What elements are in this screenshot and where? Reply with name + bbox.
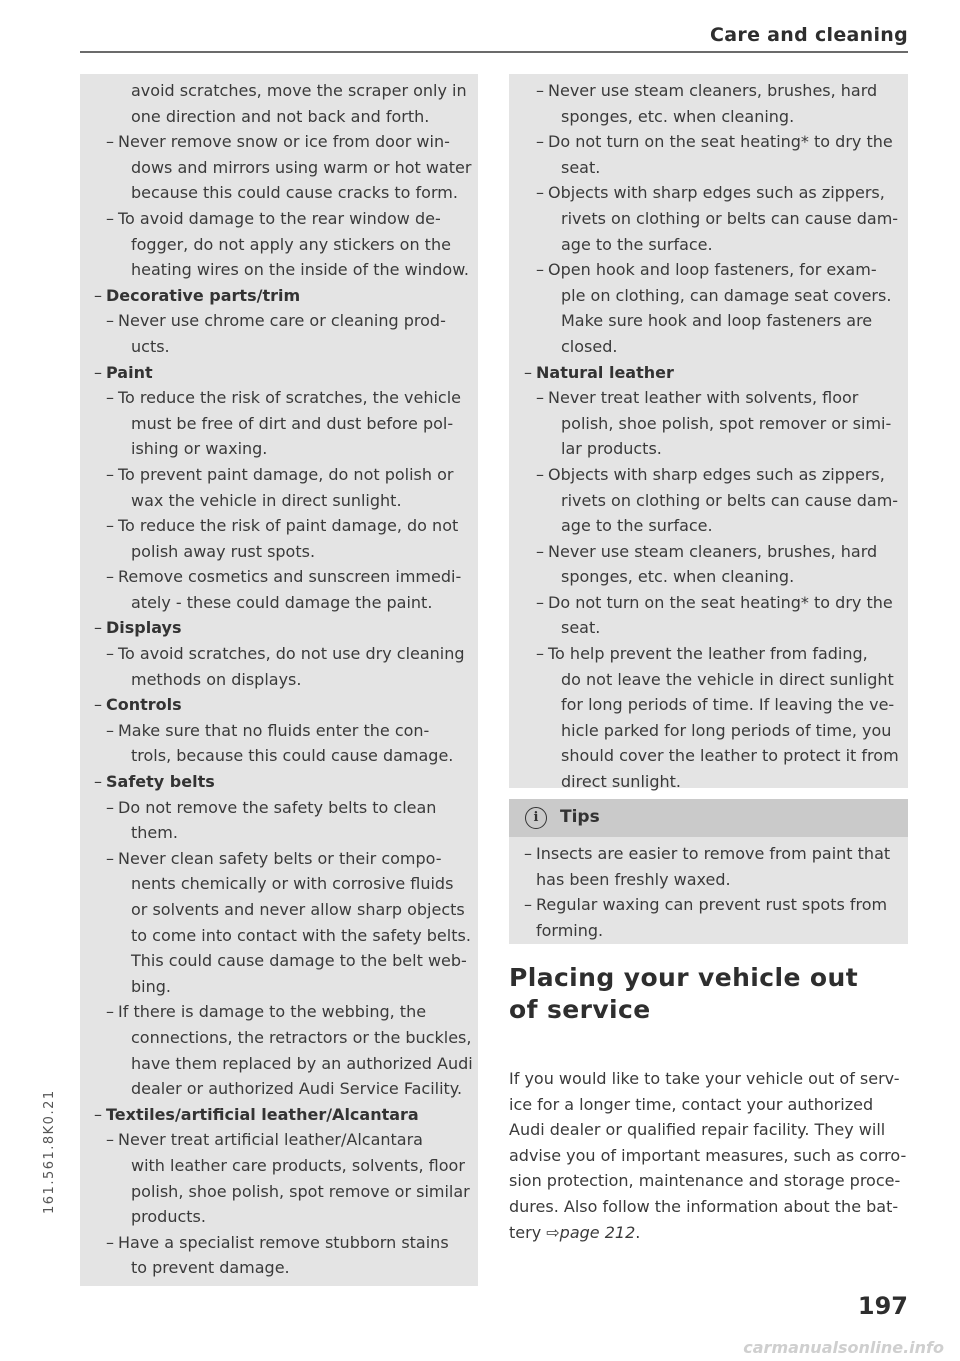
bullet-dash: –	[106, 388, 114, 408]
list-line	[94, 78, 474, 104]
line-text: ately - these could damage the paint.	[131, 592, 433, 612]
list-line	[524, 513, 904, 539]
list-line	[94, 1255, 474, 1281]
bullet-dash: –	[536, 81, 544, 100]
line-text: avoid scratches, move the scraper only in	[131, 81, 467, 100]
bullet-dash: –	[106, 1002, 114, 1022]
paragraph-line: ice for a longer time, contact your authorized	[509, 1094, 874, 1114]
list-line	[94, 667, 474, 693]
line-text: Never clean safety belts or their compo-	[118, 848, 442, 868]
bullet-dash: –	[536, 644, 544, 664]
list-line	[524, 436, 904, 462]
tips-list	[524, 841, 904, 943]
list-line	[94, 590, 474, 616]
list-line	[524, 308, 904, 334]
section-heading-line-1: Placing your vehicle out	[509, 963, 859, 992]
list-line	[524, 769, 904, 795]
line-text: Never use chrome care or cleaning prod-	[118, 311, 446, 331]
bullet-dash: –	[536, 260, 544, 280]
line-text: polish, shoe polish, spot remover or simi-	[561, 413, 892, 433]
list-line	[524, 667, 904, 693]
list-line	[524, 692, 904, 718]
list-line	[524, 539, 904, 565]
list-line	[524, 155, 904, 181]
line-text: with leather care products, solvents, floor	[131, 1155, 465, 1175]
right-column-panel	[509, 74, 908, 792]
list-line	[94, 743, 474, 769]
list-line	[524, 564, 904, 590]
list-line	[524, 743, 904, 769]
list-line	[94, 180, 474, 206]
line-text: one direction and not back and forth.	[131, 106, 430, 126]
list-line	[94, 1127, 474, 1153]
line-text: To avoid scratches, do not use dry cleaning	[118, 644, 465, 664]
line-text: Make sure hook and loop fasteners are	[561, 311, 873, 331]
list-line	[94, 641, 474, 667]
line-text: dealer or authorized Audi Service Facility.	[131, 1079, 463, 1099]
bullet-dash: –	[94, 618, 102, 638]
line-text: To help prevent the leather from fading,	[548, 644, 868, 664]
bullet-dash: –	[106, 567, 114, 587]
list-line	[94, 104, 474, 130]
bullet-dash: –	[536, 592, 544, 612]
section-title: Care and cleaning	[710, 24, 908, 46]
line-text: for long periods of time. If leaving the ve-	[561, 695, 895, 715]
line-text: Paint	[106, 362, 153, 382]
line-text: Displays	[106, 618, 182, 638]
list-line	[524, 78, 904, 104]
line-text: has been freshly waxed.	[536, 869, 731, 889]
list-line	[94, 1153, 474, 1179]
list-line	[524, 104, 904, 130]
list-line	[94, 411, 474, 437]
section-heading-line-2: of service	[509, 995, 651, 1024]
list-line	[524, 867, 904, 893]
line-text: lar products.	[561, 439, 662, 459]
list-line	[94, 488, 474, 514]
line-text: rivets on clothing or belts can cause dam-	[561, 208, 899, 228]
line-text: hicle parked for long periods of time, you	[561, 720, 892, 740]
bullet-dash: –	[94, 695, 102, 715]
line-text: Natural leather	[536, 362, 674, 382]
subheading	[524, 360, 904, 386]
bullet-dash: –	[106, 1130, 114, 1150]
line-text: trols, because this could cause damage.	[131, 746, 454, 766]
right-column-list	[524, 78, 904, 795]
line-text: ple on clothing, can damage seat covers.	[561, 285, 892, 305]
bullet-dash: –	[106, 1232, 114, 1252]
list-line	[94, 232, 474, 258]
info-icon: i	[525, 807, 547, 829]
line-text: direct sunlight.	[561, 772, 681, 792]
line-text: closed.	[561, 336, 618, 356]
list-line	[524, 232, 904, 258]
watermark: carmanualsonline.info	[743, 1338, 944, 1357]
paragraph-line: Audi dealer or qualified repair facility. They will	[509, 1120, 886, 1140]
list-line	[94, 871, 474, 897]
list-line	[524, 918, 904, 944]
list-line	[524, 257, 904, 283]
paragraph-line: dures. Also follow the information about the bat-	[509, 1196, 899, 1216]
list-line	[94, 897, 474, 923]
line-text: methods on displays.	[131, 669, 302, 689]
line-text: Objects with sharp edges such as zippers,	[548, 183, 885, 203]
line-text: Have a specialist remove stubborn stains	[118, 1232, 449, 1252]
bullet-dash: –	[536, 541, 544, 561]
left-column-panel	[80, 74, 478, 1286]
line-text: sponges, etc. when cleaning.	[561, 567, 795, 587]
list-line	[94, 564, 474, 590]
list-line	[94, 820, 474, 846]
line-text: sponges, etc. when cleaning.	[561, 106, 795, 126]
line-text: Never use steam cleaners, brushes, hard	[548, 541, 878, 561]
list-line	[94, 1051, 474, 1077]
list-line	[94, 462, 474, 488]
bullet-dash: –	[536, 132, 544, 152]
line-text: Never use steam cleaners, brushes, hard	[548, 81, 878, 100]
line-text: nents chemically or with corrosive fluids	[131, 874, 454, 894]
page-ref-arrow-icon: ⇨	[546, 1222, 560, 1242]
list-line	[524, 641, 904, 667]
list-line	[94, 334, 474, 360]
page-number: 197	[857, 1292, 908, 1320]
list-line	[94, 1076, 474, 1102]
bullet-dash: –	[106, 720, 114, 740]
bullet-dash: –	[94, 362, 102, 382]
subheading	[94, 1102, 474, 1128]
section-heading	[509, 962, 909, 1026]
list-line	[94, 948, 474, 974]
line-text: wax the vehicle in direct sunlight.	[131, 490, 402, 510]
list-line	[524, 334, 904, 360]
line-text: If there is damage to the webbing, the	[118, 1002, 427, 1022]
subheading	[94, 360, 474, 386]
line-text: because this could cause cracks to form.	[131, 183, 458, 203]
bullet-dash: –	[536, 388, 544, 408]
line-text: To avoid damage to the rear window de-	[118, 208, 441, 228]
line-text: Do not turn on the seat heating* to dry the	[548, 132, 893, 152]
list-line	[524, 180, 904, 206]
line-text: to come into contact with the safety belts.	[131, 925, 471, 945]
line-text: dows and mirrors using warm or hot water	[131, 157, 472, 177]
bullet-dash: –	[106, 311, 114, 331]
list-line	[524, 615, 904, 641]
line-text: Never treat leather with solvents, floor	[548, 388, 859, 408]
line-text: Objects with sharp edges such as zippers,	[548, 464, 885, 484]
list-line	[524, 462, 904, 488]
list-line	[94, 1204, 474, 1230]
line-text: must be free of dirt and dust before pol-	[131, 413, 454, 433]
line-text: Insects are easier to remove from paint that	[536, 844, 891, 863]
bullet-dash: –	[524, 362, 532, 382]
list-line	[94, 129, 474, 155]
line-text: polish, shoe polish, spot remove or similar	[131, 1181, 470, 1201]
list-line	[524, 283, 904, 309]
list-line	[94, 1179, 474, 1205]
list-line	[524, 411, 904, 437]
line-text: age to the surface.	[561, 516, 713, 536]
bullet-dash: –	[106, 464, 114, 484]
list-line	[524, 385, 904, 411]
line-text: do not leave the vehicle in direct sunlight	[561, 669, 894, 689]
line-text: products.	[131, 1207, 206, 1227]
line-text: Safety belts	[106, 772, 215, 792]
paragraph-line: If you would like to take your vehicle out of serv-	[509, 1069, 900, 1088]
list-line	[94, 718, 474, 744]
subheading	[94, 283, 474, 309]
tips-title: Tips	[560, 807, 600, 827]
line-text: ucts.	[131, 336, 170, 356]
bullet-dash: –	[106, 797, 114, 817]
line-text: Remove cosmetics and sunscreen immedi-	[118, 567, 462, 587]
list-line	[94, 795, 474, 821]
header-rule	[80, 51, 908, 53]
list-line	[94, 308, 474, 334]
line-text: This could cause damage to the belt web-	[131, 951, 467, 971]
list-line	[524, 129, 904, 155]
line-text: bing.	[131, 976, 171, 996]
line-text: have them replaced by an authorized Audi	[131, 1053, 473, 1073]
line-text: Open hook and loop fasteners, for exam-	[548, 260, 877, 280]
bullet-dash: –	[94, 285, 102, 305]
list-line	[94, 999, 474, 1025]
list-line	[94, 974, 474, 1000]
line-text: should cover the leather to protect it from	[561, 746, 899, 766]
line-text: heating wires on the inside of the window.	[131, 260, 469, 280]
line-text: connections, the retractors or the buckles,	[131, 1027, 472, 1047]
subheading	[94, 769, 474, 795]
bullet-dash: –	[94, 1104, 102, 1124]
list-line	[524, 841, 904, 867]
line-text: Make sure that no fluids enter the con-	[118, 720, 430, 740]
bullet-dash: –	[106, 516, 114, 536]
line-text: them.	[131, 823, 178, 843]
line-text: or solvents and never allow sharp objects	[131, 900, 465, 919]
list-line	[94, 385, 474, 411]
line-text: fogger, do not apply any stickers on the	[131, 234, 451, 254]
bullet-dash: –	[106, 132, 114, 152]
list-line	[94, 155, 474, 181]
line-text: Regular waxing can prevent rust spots from	[536, 895, 888, 915]
line-text: Controls	[106, 695, 182, 715]
list-line	[524, 206, 904, 232]
list-line	[94, 1025, 474, 1051]
bullet-dash: –	[106, 644, 114, 664]
list-line	[94, 206, 474, 232]
paragraph-line: sion protection, maintenance and storage proce-	[509, 1171, 901, 1191]
subheading	[94, 692, 474, 718]
bullet-dash: –	[106, 848, 114, 868]
line-text: rivets on clothing or belts can cause dam-	[561, 490, 899, 510]
tips-header	[509, 799, 908, 837]
list-line	[94, 436, 474, 462]
line-text: Textiles/artificial leather/Alcantara	[106, 1104, 419, 1124]
line-text: ishing or waxing.	[131, 439, 268, 459]
list-line	[94, 846, 474, 872]
line-text: Decorative parts/trim	[106, 285, 301, 305]
tips-body	[509, 837, 908, 944]
line-text: To reduce the risk of paint damage, do not	[118, 516, 459, 536]
section-paragraph	[509, 1066, 909, 1245]
list-line	[524, 718, 904, 744]
paragraph-last-line: tery ⇨page 212.	[509, 1222, 641, 1242]
paragraph-line: advise you of important measures, such as corro-	[509, 1145, 907, 1165]
line-text: To prevent paint damage, do not polish or	[118, 464, 454, 484]
line-text: Do not remove the safety belts to clean	[118, 797, 437, 817]
bullet-dash: –	[536, 183, 544, 203]
list-line	[94, 1230, 474, 1256]
list-line	[94, 257, 474, 283]
list-line	[524, 488, 904, 514]
side-document-code: 161.561.8K0.21	[42, 1089, 57, 1214]
line-text: polish away rust spots.	[131, 541, 316, 561]
list-line	[94, 923, 474, 949]
line-text: seat.	[561, 157, 601, 177]
list-line	[94, 513, 474, 539]
page-ref-link[interactable]: page 212	[559, 1222, 636, 1242]
subheading	[94, 615, 474, 641]
line-text: To reduce the risk of scratches, the vehicle	[118, 388, 461, 408]
bullet-dash: –	[524, 844, 532, 863]
list-line	[524, 892, 904, 918]
bullet-dash: –	[524, 895, 532, 915]
bullet-dash: –	[536, 464, 544, 484]
line-text: seat.	[561, 618, 601, 638]
line-text: Do not turn on the seat heating* to dry the	[548, 592, 893, 612]
line-text: Never treat artificial leather/Alcantara	[118, 1130, 423, 1150]
bullet-dash: –	[94, 772, 102, 792]
line-text: to prevent damage.	[131, 1258, 290, 1278]
list-line	[94, 539, 474, 565]
line-text: Never remove snow or ice from door win-	[118, 132, 450, 152]
left-column-list	[94, 78, 474, 1281]
line-text: age to the surface.	[561, 234, 713, 254]
bullet-dash: –	[106, 208, 114, 228]
list-line	[524, 590, 904, 616]
line-text: forming.	[536, 920, 604, 940]
